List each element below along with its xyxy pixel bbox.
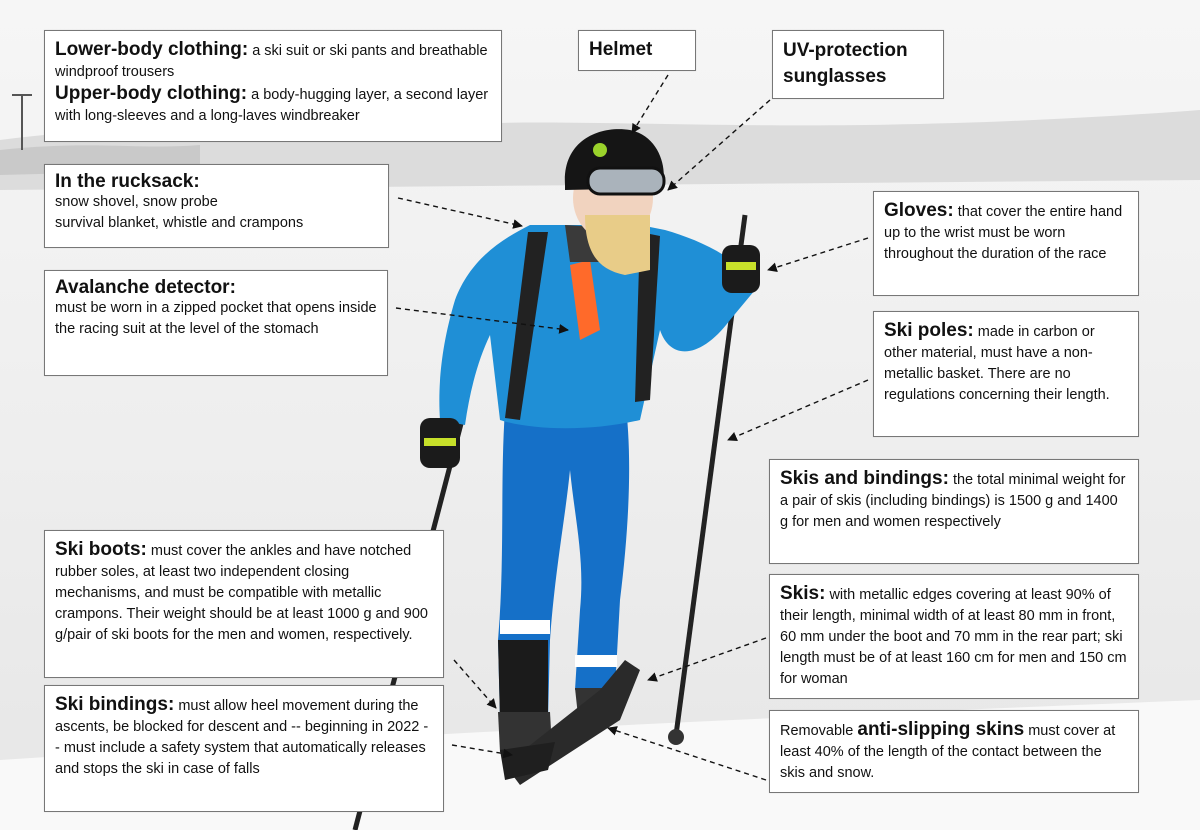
- skins-prefix: Removable: [780, 723, 858, 739]
- helmet-logo-icon: [593, 143, 607, 157]
- lower-body-text: a ski suit or ski pants and breathable windproof trousers: [55, 43, 488, 80]
- left-glove-stripe: [424, 438, 456, 446]
- callout-clothing: [44, 30, 502, 142]
- gloves-title: Gloves:: [884, 200, 954, 221]
- callout-sunglasses: [772, 30, 944, 99]
- lower-body-title: Lower-body clothing:: [55, 39, 249, 60]
- boots-title: Ski boots:: [55, 539, 147, 560]
- callout-skis-bindings: [769, 459, 1139, 564]
- rucksack-line-1: snow shovel, snow probe: [55, 194, 218, 210]
- skis-bindings-text: the total minimal weight for a pair of skis (including bindings) is 1500 g and 1400 g for men and women respectively: [780, 472, 1126, 530]
- upper-body-text: a body-hugging layer, a second layer with long-sleeves and a long-laves windbreaker: [55, 87, 489, 124]
- left-lower-leg: [498, 640, 548, 720]
- boots-text: must cover the ankles and have notched rubber soles, at least two independent closing mechanisms, and must be compatible with metallic crampons. Their weight should be at least 1000 g and 900 g/pair of ski boots for the men and women, respectively.: [55, 543, 428, 643]
- bindings-text: must allow heel movement during the ascents, be blocked for descent and -- beginning in 2022 -- must include a safety system that automatically releases and stops the ski in case of falls: [55, 698, 429, 777]
- skis-title: Skis:: [780, 583, 826, 604]
- rucksack-title: In the rucksack:: [55, 171, 200, 192]
- callout-bindings: [44, 685, 444, 812]
- callout-boots: [44, 530, 444, 678]
- callout-poles: [873, 311, 1139, 437]
- skins-title: anti-slipping skins: [857, 719, 1025, 740]
- leg-stripe-right: [575, 655, 617, 667]
- avalanche-title: Avalanche detector:: [55, 277, 236, 298]
- bindings-title: Ski bindings:: [55, 694, 175, 715]
- skins-text: must cover at least 40% of the length of the contact between the skis and snow.: [780, 723, 1116, 781]
- callout-helmet: [578, 30, 696, 71]
- callout-gloves: [873, 191, 1139, 296]
- helmet-title: Helmet: [589, 39, 653, 60]
- pole-basket: [668, 729, 684, 745]
- skis-text: with metallic edges covering at least 90% of their length, minimal width of at least 80 mm in front, 60 mm under the boot and 70 mm in the rear part; ski length must be of at least 160 cm for men and 150 cm for woman: [780, 587, 1127, 687]
- poles-text: made in carbon or other material, must have a non-metallic basket. There are no regulations concerning their length.: [884, 324, 1110, 403]
- callout-skins: [769, 710, 1139, 793]
- callout-rucksack: [44, 164, 389, 248]
- avalanche-text: must be worn in a zipped pocket that opens inside the racing suit at the level of the stomach: [55, 300, 377, 337]
- gloves-text: that cover the entire hand up to the wrist must be worn throughout the duration of the race: [884, 204, 1123, 262]
- poles-title: Ski poles:: [884, 320, 974, 341]
- callout-skis: [769, 574, 1139, 699]
- sunglasses-title: UV-protection sunglasses: [783, 40, 908, 87]
- callout-avalanche: [44, 270, 388, 376]
- right-glove-stripe: [726, 262, 756, 270]
- rucksack-line-2: survival blanket, whistle and crampons: [55, 215, 304, 231]
- skis-bindings-title: Skis and bindings:: [780, 468, 949, 489]
- upper-body-title: Upper-body clothing:: [55, 83, 248, 104]
- leg-stripe: [500, 620, 550, 634]
- sunglasses: [588, 168, 664, 194]
